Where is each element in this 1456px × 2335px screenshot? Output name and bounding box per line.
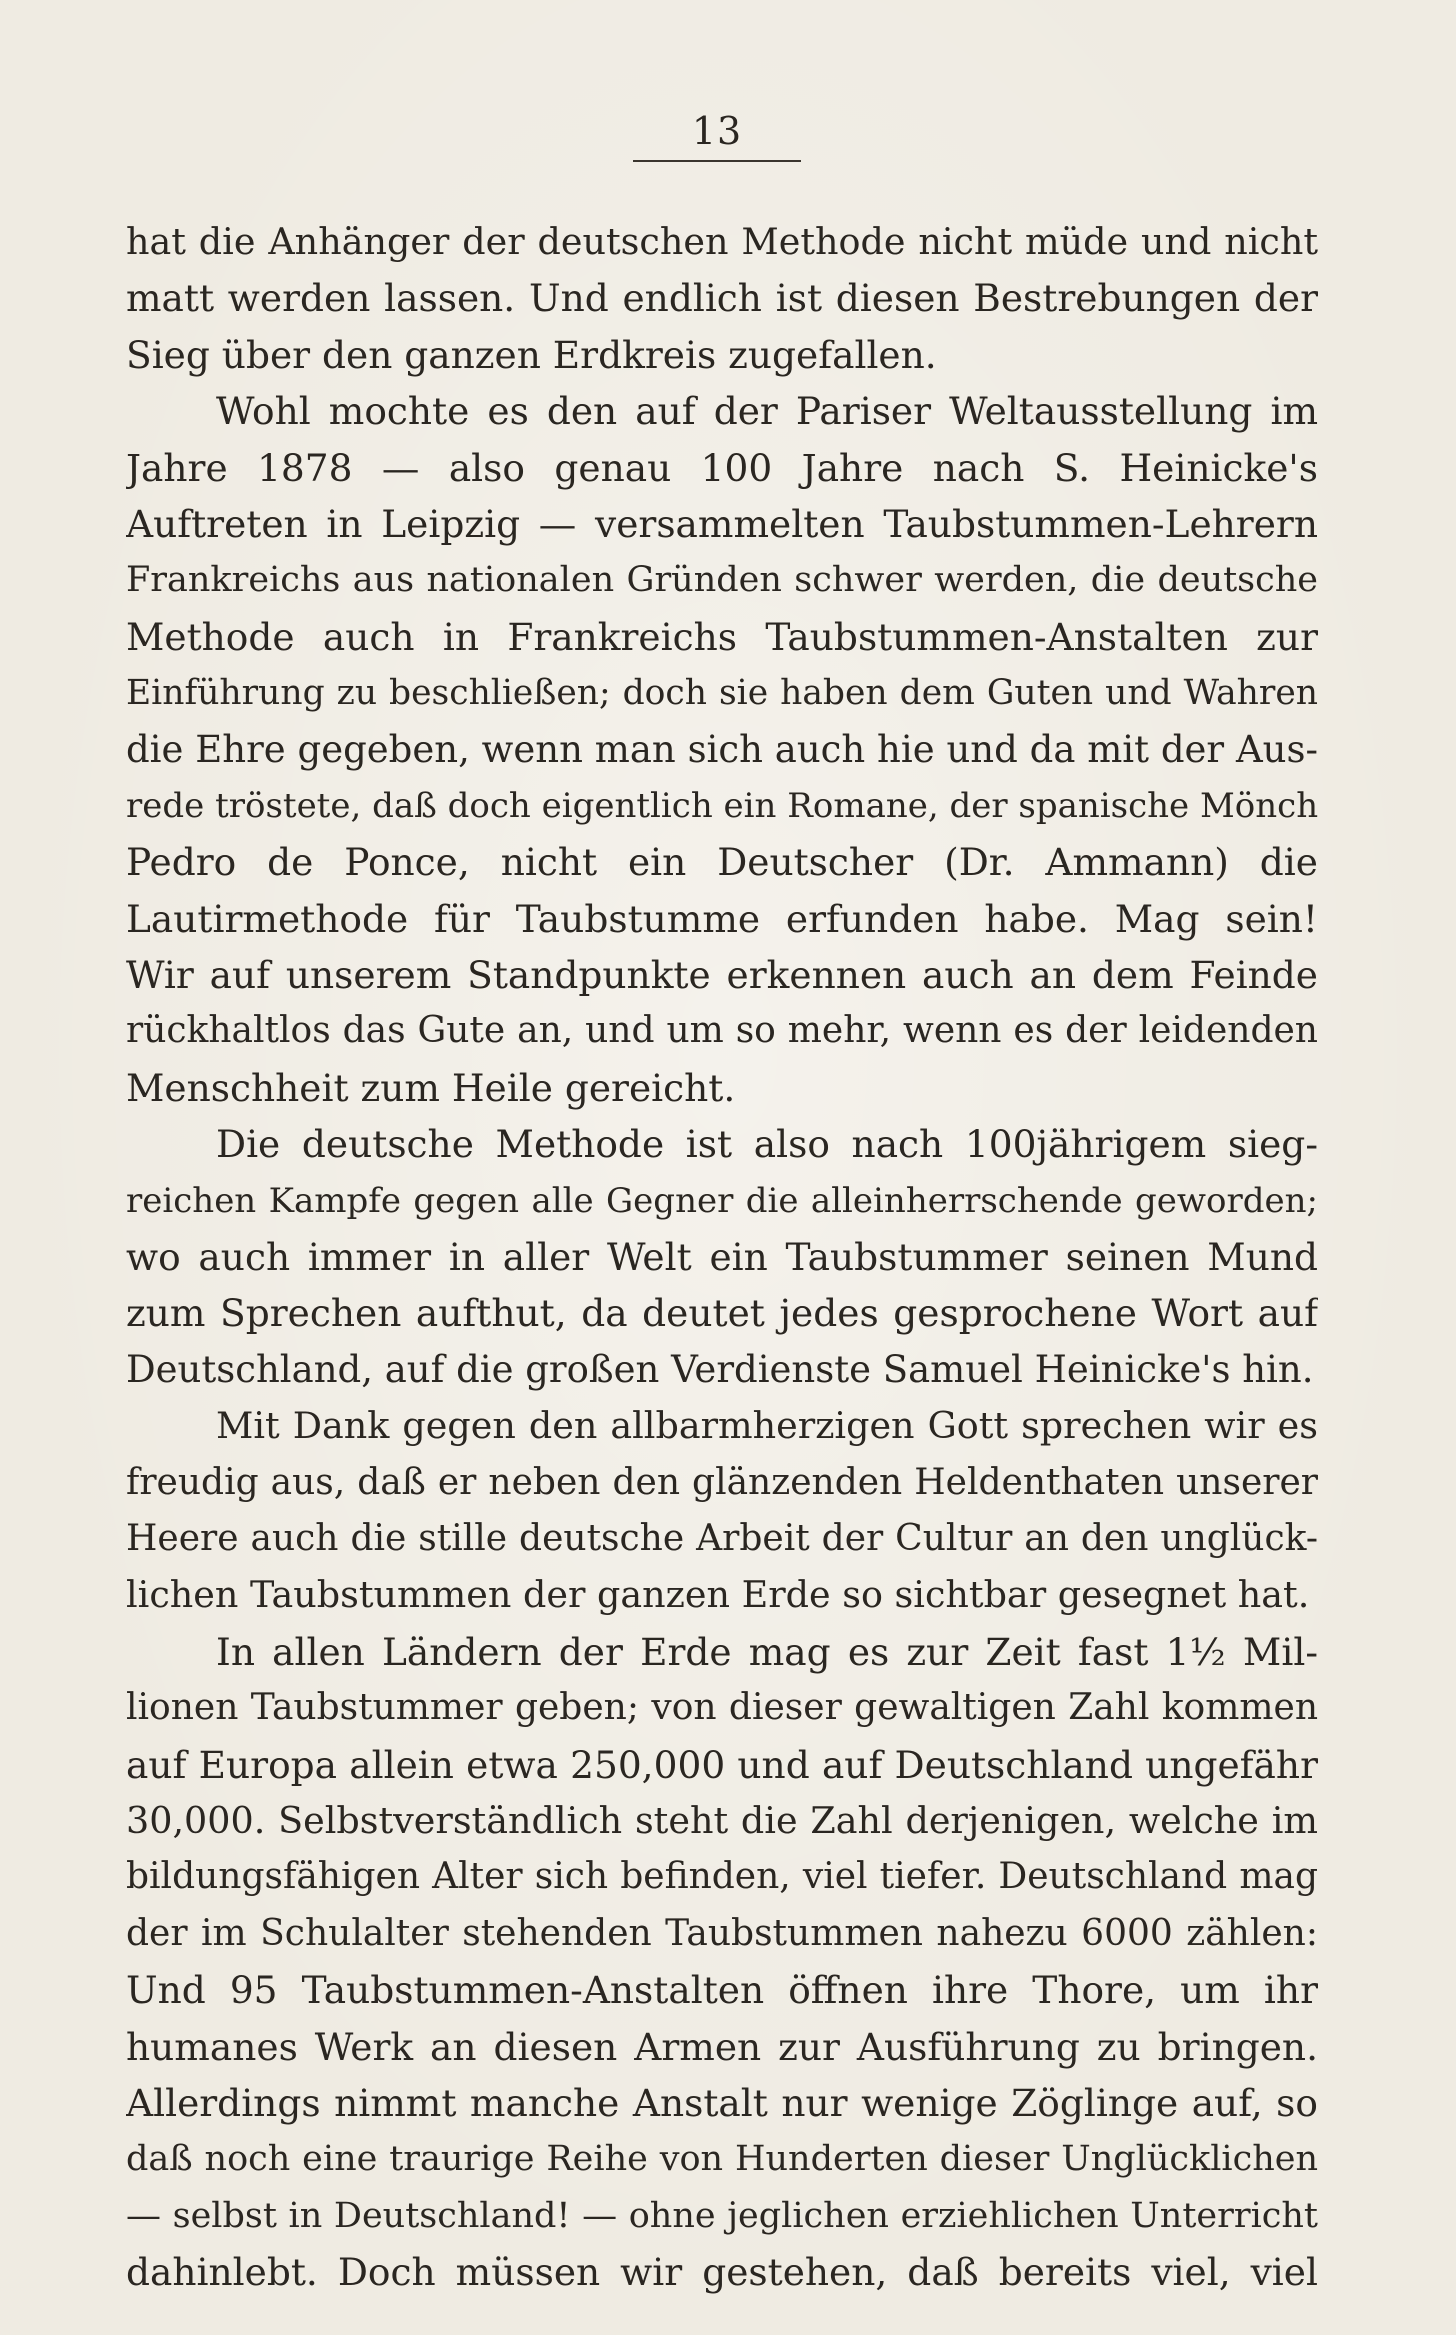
text-line: wo auch immer in aller Welt ein Taubstummer seinen Mund — [126, 1235, 1318, 1280]
text-line: Jahre 1878 — also genau 100 Jahre nach S. Heinicke's — [126, 445, 1318, 490]
text-line: der im Schulalter stehenden Taubstummen nahezu 6000 zählen: — [126, 1912, 1318, 1954]
text-line: Wohl mochte es den auf der Pariser Weltausstellung im — [216, 389, 1318, 434]
text-line: lionen Taubstummer geben; von dieser gewaltigen Zahl kommen — [126, 1687, 1318, 1729]
text-line: Und 95 Taubstummen-Anstalten öffnen ihre Thore, um ihr — [126, 1968, 1318, 2013]
text-line: rückhaltlos das Gute an, und um so mehr, wenn es der leidenden — [126, 1010, 1318, 1052]
text-line: 30,000. Selbstverständlich steht die Zahl derjenigen, welche im — [126, 1798, 1318, 1842]
text-line: In allen Ländern der Erde mag es zur Zeit fast 1½ Mil- — [216, 1629, 1318, 1674]
text-line: reichen Kampfe gegen alle Gegner die alleinherrschende geworden; — [126, 1180, 1318, 1221]
text-line: Sieg über den ganzen Erdkreis zugefallen. — [126, 332, 937, 377]
text-line: lichen Taubstummen der ganzen Erde so sichtbar gesegnet hat. — [126, 1573, 1310, 1617]
header-rule — [633, 160, 801, 162]
text-line: Allerdings nimmt manche Anstalt nur wenige Zöglinge auf, so — [126, 2080, 1318, 2125]
text-line: zum Sprechen aufthut, da deutet jedes gesprochene Wort auf — [126, 1291, 1318, 1336]
text-line: dahinlebt. Doch müssen wir gestehen, daß bereits viel, viel — [126, 2250, 1318, 2295]
text-line: Lautirmethode für Taubstumme erfunden habe. Mag sein! — [126, 896, 1318, 941]
text-line: Mit Dank gegen den allbarmherzigen Gott sprechen wir es — [216, 1404, 1318, 1448]
text-line: Die deutsche Methode ist also nach 100jährigem sieg- — [216, 1122, 1318, 1167]
text-line: humanes Werk an diesen Armen zur Ausführung zu bringen. — [126, 2024, 1318, 2069]
text-line: hat die Anhänger der deutschen Methode nicht müde und nicht — [126, 220, 1318, 263]
text-line: rede tröstete, daß doch eigentlich ein Romane, der spanische Mönch — [126, 785, 1318, 826]
text-line: freudig aus, daß er neben den glänzenden Heldenthaten unserer — [126, 1461, 1318, 1503]
text-line: bildungsfähigen Alter sich befinden, viel tiefer. Deutschland mag — [126, 1856, 1318, 1898]
text-line: Pedro de Ponce, nicht ein Deutscher (Dr. Ammann) die — [126, 840, 1318, 885]
text-line: Deutschland, auf die großen Verdienste Samuel Heinicke's hin. — [126, 1347, 1314, 1391]
text-line: Wir auf unserem Standpunkte erkennen auch an dem Feinde — [126, 953, 1318, 998]
text-line: Menschheit zum Heile gereicht. — [126, 1065, 736, 1110]
text-line: Auftreten in Leipzig — versammelten Taubstummen-Lehrern — [126, 501, 1318, 546]
text-line: Heere auch die stille deutsche Arbeit der Cultur an den unglück- — [126, 1517, 1318, 1559]
text-line: Methode auch in Frankreichs Taubstummen-Anstalten zur — [126, 614, 1318, 659]
text-line: Einführung zu beschließen; doch sie haben dem Guten und Wahren — [126, 673, 1318, 714]
text-line: Frankreichs aus nationalen Gründen schwer werden, die deutsche — [126, 560, 1318, 601]
body-text — [126, 214, 1318, 2300]
text-line: die Ehre gegeben, wenn man sich auch hie und da mit der Aus- — [126, 727, 1318, 771]
text-line: auf Europa allein etwa 250,000 und auf Deutschland ungefähr — [126, 1742, 1318, 1787]
text-line: — selbst in Deutschland! — ohne jeglichen erziehlichen Unterricht — [126, 2195, 1318, 2236]
text-line: daß noch eine traurige Reihe von Hunderten dieser Unglücklichen — [126, 2139, 1318, 2180]
page-number: 13 — [691, 109, 743, 153]
page-header — [632, 108, 802, 162]
text-line: matt werden lassen. Und endlich ist diesen Bestrebungen der — [126, 276, 1318, 321]
